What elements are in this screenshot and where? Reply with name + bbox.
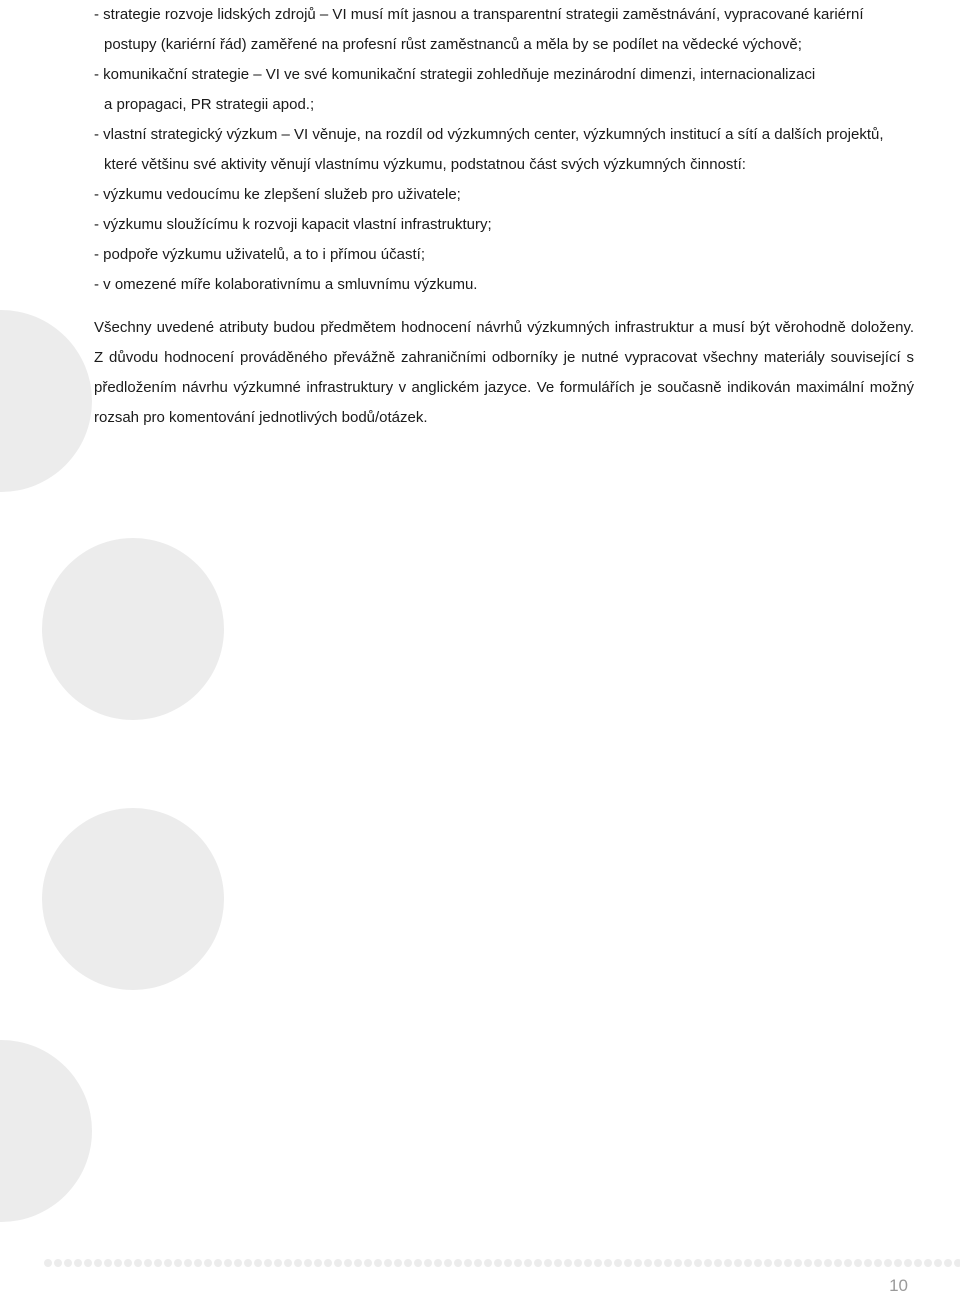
- footer-dot: [254, 1259, 262, 1267]
- list-line: - podpoře výzkumu uživatelů, a to i přímou účastí;: [94, 246, 425, 263]
- footer-dot: [594, 1259, 602, 1267]
- footer-dot: [174, 1259, 182, 1267]
- list-line: a propagaci, PR strategii apod.;: [104, 96, 315, 113]
- footer-dot: [104, 1259, 112, 1267]
- footer-dot: [644, 1259, 652, 1267]
- footer-dot: [684, 1259, 692, 1267]
- footer-dot: [314, 1259, 322, 1267]
- document-body: [94, 0, 914, 448]
- footer-dot: [294, 1259, 302, 1267]
- footer-dot: [604, 1259, 612, 1267]
- footer-dot: [124, 1259, 132, 1267]
- footer-dot: [784, 1259, 792, 1267]
- footer-dot: [904, 1259, 912, 1267]
- footer-dot: [424, 1259, 432, 1267]
- footer-dot: [534, 1259, 542, 1267]
- footer-dot: [384, 1259, 392, 1267]
- footer-dot: [274, 1259, 282, 1267]
- footer-dot: [394, 1259, 402, 1267]
- decorative-circle: [42, 808, 224, 990]
- footer-dot: [884, 1259, 892, 1267]
- footer-dot: [584, 1259, 592, 1267]
- bullet-list: [94, 0, 914, 300]
- footer-dot: [764, 1259, 772, 1267]
- footer-dot: [284, 1259, 292, 1267]
- footer-dot: [544, 1259, 552, 1267]
- list-line: - strategie rozvoje lidských zdrojů – VI musí mít jasnou a transparentní strategii zaměstnávání, vypracované kariérní: [94, 6, 864, 23]
- footer-dot: [954, 1259, 960, 1267]
- footer-dot: [84, 1259, 92, 1267]
- footer-dot: [894, 1259, 902, 1267]
- footer-dot: [714, 1259, 722, 1267]
- list-line: - komunikační strategie – VI ve své komunikační strategii zohledňuje mezinárodní dimenzi, internacionalizaci: [94, 66, 816, 83]
- footer-dot: [54, 1259, 62, 1267]
- footer-dot: [634, 1259, 642, 1267]
- footer-dot: [484, 1259, 492, 1267]
- footer-dot: [874, 1259, 882, 1267]
- footer-dot: [154, 1259, 162, 1267]
- footer-dot: [374, 1259, 382, 1267]
- footer-dot: [184, 1259, 192, 1267]
- footer-dot: [114, 1259, 122, 1267]
- footer-dot: [144, 1259, 152, 1267]
- footer-dot: [734, 1259, 742, 1267]
- list-line: které většinu své aktivity věnují vlastnímu výzkumu, podstatnou část svých výzkumných činností:: [104, 156, 746, 173]
- footer-dot: [364, 1259, 372, 1267]
- footer-dot: [454, 1259, 462, 1267]
- footer-dot: [44, 1259, 52, 1267]
- footer-dot: [464, 1259, 472, 1267]
- footer-dot: [624, 1259, 632, 1267]
- footer-dot: [834, 1259, 842, 1267]
- footer-dot: [214, 1259, 222, 1267]
- footer-dot: [844, 1259, 852, 1267]
- footer-dot: [434, 1259, 442, 1267]
- list-line: - vlastní strategický výzkum – VI věnuje, na rozdíl od výzkumných center, výzkumných institucí a sítí a dalších projektů,: [94, 126, 884, 143]
- footer-dot: [74, 1259, 82, 1267]
- footer-dot: [864, 1259, 872, 1267]
- body-paragraph: Všechny uvedené atributy budou předmětem hodnocení návrhů výzkumných infrastruktur a musí být věrohodně doloženy. Z důvodu hodnocení prováděného převážně zahraničními odborníky je nutné vypracovat všechny materiály související s předložením návrhu výzkumné infrastruktury v anglickém jazyce. Ve formulářích je současně indikován maximální možný rozsah pro komentování jednotlivých bodů/otázek.: [94, 319, 914, 426]
- footer-dot: [494, 1259, 502, 1267]
- footer-dot: [554, 1259, 562, 1267]
- footer-dot: [414, 1259, 422, 1267]
- footer-dot: [324, 1259, 332, 1267]
- footer-dot: [924, 1259, 932, 1267]
- footer-dot-divider: [44, 1259, 960, 1267]
- footer-dot: [704, 1259, 712, 1267]
- footer-dot: [914, 1259, 922, 1267]
- footer-dot: [164, 1259, 172, 1267]
- footer-dot: [794, 1259, 802, 1267]
- footer-dot: [674, 1259, 682, 1267]
- footer-dot: [304, 1259, 312, 1267]
- footer-dot: [134, 1259, 142, 1267]
- list-line: - výzkumu sloužícímu k rozvoji kapacit vlastní infrastruktury;: [94, 216, 492, 233]
- footer-dot: [664, 1259, 672, 1267]
- footer-dot: [564, 1259, 572, 1267]
- page-number: 10: [889, 1276, 908, 1295]
- footer-dot: [94, 1259, 102, 1267]
- footer-dot: [514, 1259, 522, 1267]
- footer-dot: [64, 1259, 72, 1267]
- footer-dot: [754, 1259, 762, 1267]
- footer-dot: [744, 1259, 752, 1267]
- footer-dot: [334, 1259, 342, 1267]
- footer-dot: [724, 1259, 732, 1267]
- footer-dot: [234, 1259, 242, 1267]
- footer-dot: [574, 1259, 582, 1267]
- decorative-circle: [0, 1040, 92, 1222]
- footer-dot: [194, 1259, 202, 1267]
- decorative-circle: [42, 538, 224, 720]
- footer-dot: [944, 1259, 952, 1267]
- footer-dot: [264, 1259, 272, 1267]
- decorative-circle: [0, 310, 92, 492]
- footer-dot: [694, 1259, 702, 1267]
- footer-dot: [474, 1259, 482, 1267]
- footer-dot: [204, 1259, 212, 1267]
- footer-dot: [404, 1259, 412, 1267]
- footer-dot: [244, 1259, 252, 1267]
- footer-dot: [854, 1259, 862, 1267]
- footer-dot: [224, 1259, 232, 1267]
- footer-dot: [524, 1259, 532, 1267]
- footer-dot: [344, 1259, 352, 1267]
- footer-dot: [934, 1259, 942, 1267]
- footer-dot: [774, 1259, 782, 1267]
- list-line: - v omezené míře kolaborativnímu a smluvnímu výzkumu.: [94, 276, 478, 293]
- footer-dot: [614, 1259, 622, 1267]
- footer-dot: [824, 1259, 832, 1267]
- list-line: - výzkumu vedoucímu ke zlepšení služeb pro uživatele;: [94, 186, 461, 203]
- list-line: postupy (kariérní řád) zaměřené na profesní růst zaměstnanců a měla by se podílet na vědecké výchově;: [104, 36, 802, 53]
- footer-dot: [814, 1259, 822, 1267]
- footer-dot: [804, 1259, 812, 1267]
- footer-dot: [354, 1259, 362, 1267]
- footer-dot: [444, 1259, 452, 1267]
- footer-dot: [504, 1259, 512, 1267]
- footer-dot: [654, 1259, 662, 1267]
